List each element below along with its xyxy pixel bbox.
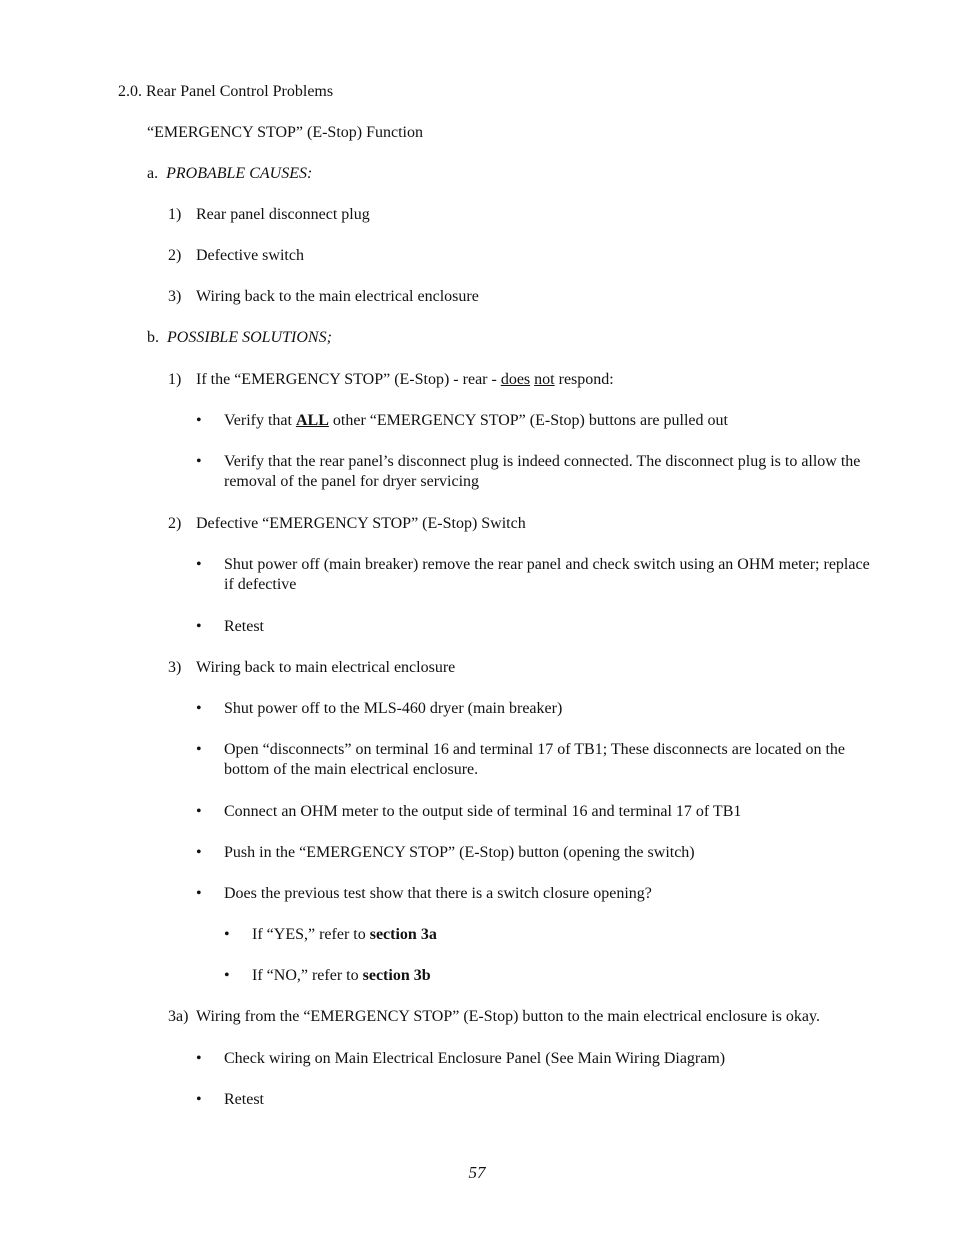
probable-causes-title: PROBABLE CAUSES: — [166, 165, 313, 182]
list-letter-b: b. — [147, 329, 159, 346]
sub-bullet-text: If “YES,” refer to — [252, 926, 370, 943]
section-reference-3b: section 3b — [362, 967, 431, 984]
list-item: Rear panel disconnect plug — [196, 206, 370, 223]
list-item: Defective switch — [196, 247, 304, 264]
page-number: 57 — [468, 1163, 486, 1182]
bullet-icon: • — [196, 700, 202, 717]
section-heading — [118, 82, 333, 102]
possible-solutions-heading — [147, 328, 332, 348]
bullet-icon: • — [224, 967, 230, 984]
bullet-icon: • — [196, 803, 202, 820]
bullet-icon: • — [196, 453, 202, 470]
sub-bullet-item — [252, 966, 431, 986]
function-title: “EMERGENCY STOP” (E-Stop) Function — [147, 124, 423, 141]
bullet-icon: • — [196, 556, 202, 573]
section-number: 2.0. — [118, 83, 142, 100]
bullet-item: Connect an OHM meter to the output side of terminal 16 and terminal 17 of TB1 — [224, 803, 742, 820]
bullet-item: Shut power off to the MLS-460 dryer (main breaker) — [224, 700, 563, 717]
bullet-icon: • — [196, 618, 202, 635]
solution-1-text — [196, 370, 614, 390]
solution-3-text: Wiring back to main electrical enclosure — [196, 659, 456, 676]
bullet-icon: • — [196, 1091, 202, 1108]
bullet-item: Verify that the rear panel’s disconnect plug is indeed connected. The disconnect plug is to allow the removal of the panel for dryer servicing — [224, 453, 861, 490]
bullet-item: Open “disconnects” on terminal 16 and terminal 17 of TB1; These disconnects are located on the bottom of the main electrical enclosure. — [224, 741, 845, 778]
sub-bullet-text: If “NO,” refer to — [252, 967, 363, 984]
solution-2-text: Defective “EMERGENCY STOP” (E-Stop) Switch — [196, 515, 526, 532]
bullet-icon: • — [196, 1050, 202, 1067]
bullet-item: Retest — [224, 618, 264, 635]
bullet-icon: • — [196, 412, 202, 429]
bullet-item: Retest — [224, 1091, 264, 1108]
bullet-text-part: other “EMERGENCY STOP” (E-Stop) buttons are pulled out — [328, 412, 728, 429]
bullet-text-part: Verify that — [224, 412, 296, 429]
bullet-icon: • — [196, 844, 202, 861]
underlined-word-does: does — [500, 371, 531, 388]
probable-causes-heading — [147, 164, 312, 184]
bullet-icon: • — [196, 885, 202, 902]
underlined-word-not: not — [534, 371, 555, 388]
possible-solutions-title: POSSIBLE SOLUTIONS; — [167, 329, 332, 346]
solution-number: 3) — [168, 659, 182, 676]
solution-number: 3a) — [168, 1008, 189, 1025]
section-title: Rear Panel Control Problems — [146, 83, 334, 100]
solution-number: 1) — [168, 371, 182, 388]
bullet-item — [224, 411, 728, 431]
list-item: Wiring back to the main electrical enclosure — [196, 288, 479, 305]
solution-3a-text: Wiring from the “EMERGENCY STOP” (E-Stop) button to the main electrical enclosure is okay. — [196, 1008, 820, 1025]
list-item-number: 1) — [168, 206, 182, 223]
list-letter-a: a. — [147, 165, 159, 182]
bullet-item: Check wiring on Main Electrical Enclosure Panel (See Main Wiring Diagram) — [224, 1050, 726, 1067]
bullet-item: Shut power off (main breaker) remove the rear panel and check switch using an OHM meter; replace if defective — [224, 556, 870, 593]
solution-number: 2) — [168, 515, 182, 532]
sub-bullet-item — [252, 925, 437, 945]
bullet-item: Does the previous test show that there is a switch closure opening? — [224, 885, 652, 902]
bullet-icon: • — [196, 741, 202, 758]
bullet-item: Push in the “EMERGENCY STOP” (E-Stop) button (opening the switch) — [224, 844, 695, 861]
emphasis-all: ALL — [295, 412, 329, 429]
solution-text-part: respond: — [554, 371, 614, 388]
solution-text-part: If the “EMERGENCY STOP” (E-Stop) - rear - — [196, 371, 501, 388]
section-reference-3a: section 3a — [369, 926, 437, 943]
list-item-number: 2) — [168, 247, 182, 264]
list-item-number: 3) — [168, 288, 182, 305]
bullet-icon: • — [224, 926, 230, 943]
